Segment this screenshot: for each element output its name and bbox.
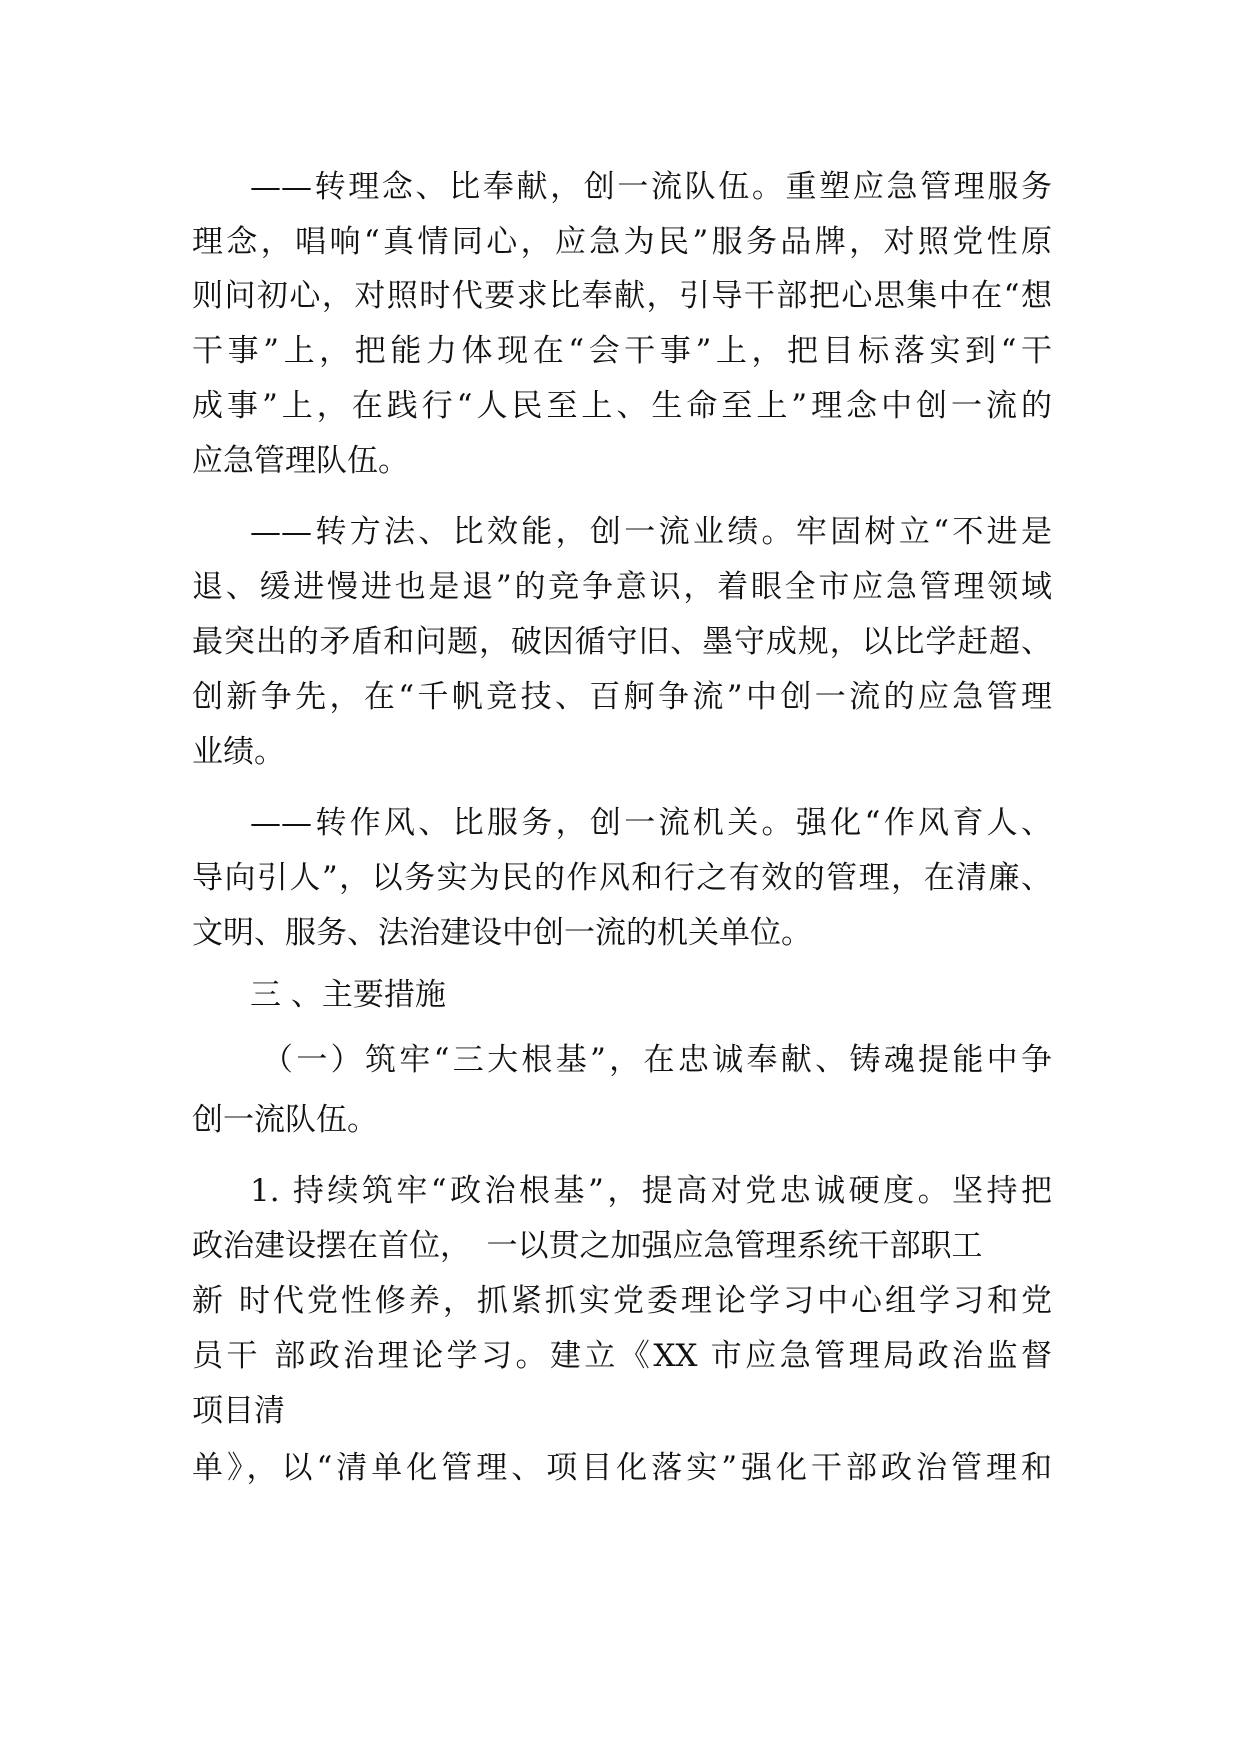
- paragraph-line: 则问初心，对照时代要求比奉献，引导干部把心思集中在“想: [192, 278, 1052, 314]
- paragraph-line: ——转方法、比效能，创一流业绩。牢固树立“不进是: [250, 514, 1052, 550]
- paragraph-line: 成事”上，在践行“人民至上、生命至上”理念中创一流的: [192, 388, 1052, 424]
- paragraph-line: 应急管理队伍。: [192, 443, 409, 479]
- paragraph-line: 理念，唱响“真情同心，应急为民”服务品牌，对照党性原: [192, 224, 1052, 260]
- subsection-heading-line: 创一流队伍。: [192, 1102, 378, 1138]
- paragraph-line: 员干 部政治理论学习。建立《XX 市应急管理局政治监督: [192, 1338, 1052, 1374]
- section-heading: 三 、主要措施: [250, 977, 446, 1013]
- paragraph-line: 1. 持续筑牢“政治根基”，提高对党忠诚硬度。坚持把: [250, 1173, 1052, 1209]
- paragraph-line: 干事”上，把能力体现在“会干事”上，把目标落实到“干: [192, 333, 1052, 369]
- paragraph-line: 单》，以“清单化管理、项目化落实”强化干部政治管理和: [192, 1450, 1052, 1486]
- paragraph-line: 政治建设摆在首位， 一以贯之加强应急管理系统干部职工: [192, 1228, 983, 1264]
- paragraph-line: 项目清: [192, 1393, 285, 1429]
- paragraph-line: ——转理念、比奉献，创一流队伍。重塑应急管理服务: [250, 169, 1052, 205]
- subsection-heading: （一）筑牢“三大根基”，在忠诚奉献、铸魂提能中争: [262, 1042, 1052, 1078]
- paragraph-line: 创新争先，在“千帆竞技、百舸争流”中创一流的应急管理: [192, 679, 1052, 715]
- paragraph-line: ——转作风、比服务，创一流机关。强化“作风育人、: [250, 805, 1052, 841]
- paragraph-line: 文明、服务、法治建设中创一流的机关单位。: [192, 915, 812, 951]
- paragraph-line: 导向引人”，以务实为民的作风和行之有效的管理，在清廉、: [192, 860, 1052, 896]
- paragraph-line: 最突出的矛盾和问题，破因循守旧、墨守成规，以比学赶超、: [192, 624, 1052, 660]
- paragraph-line: 新 时代党性修养，抓紧抓实党委理论学习中心组学习和党: [192, 1283, 1052, 1319]
- paragraph-line: 业绩。: [192, 734, 285, 770]
- paragraph-line: 退、缓进慢进也是退”的竞争意识，着眼全市应急管理领域: [192, 569, 1052, 605]
